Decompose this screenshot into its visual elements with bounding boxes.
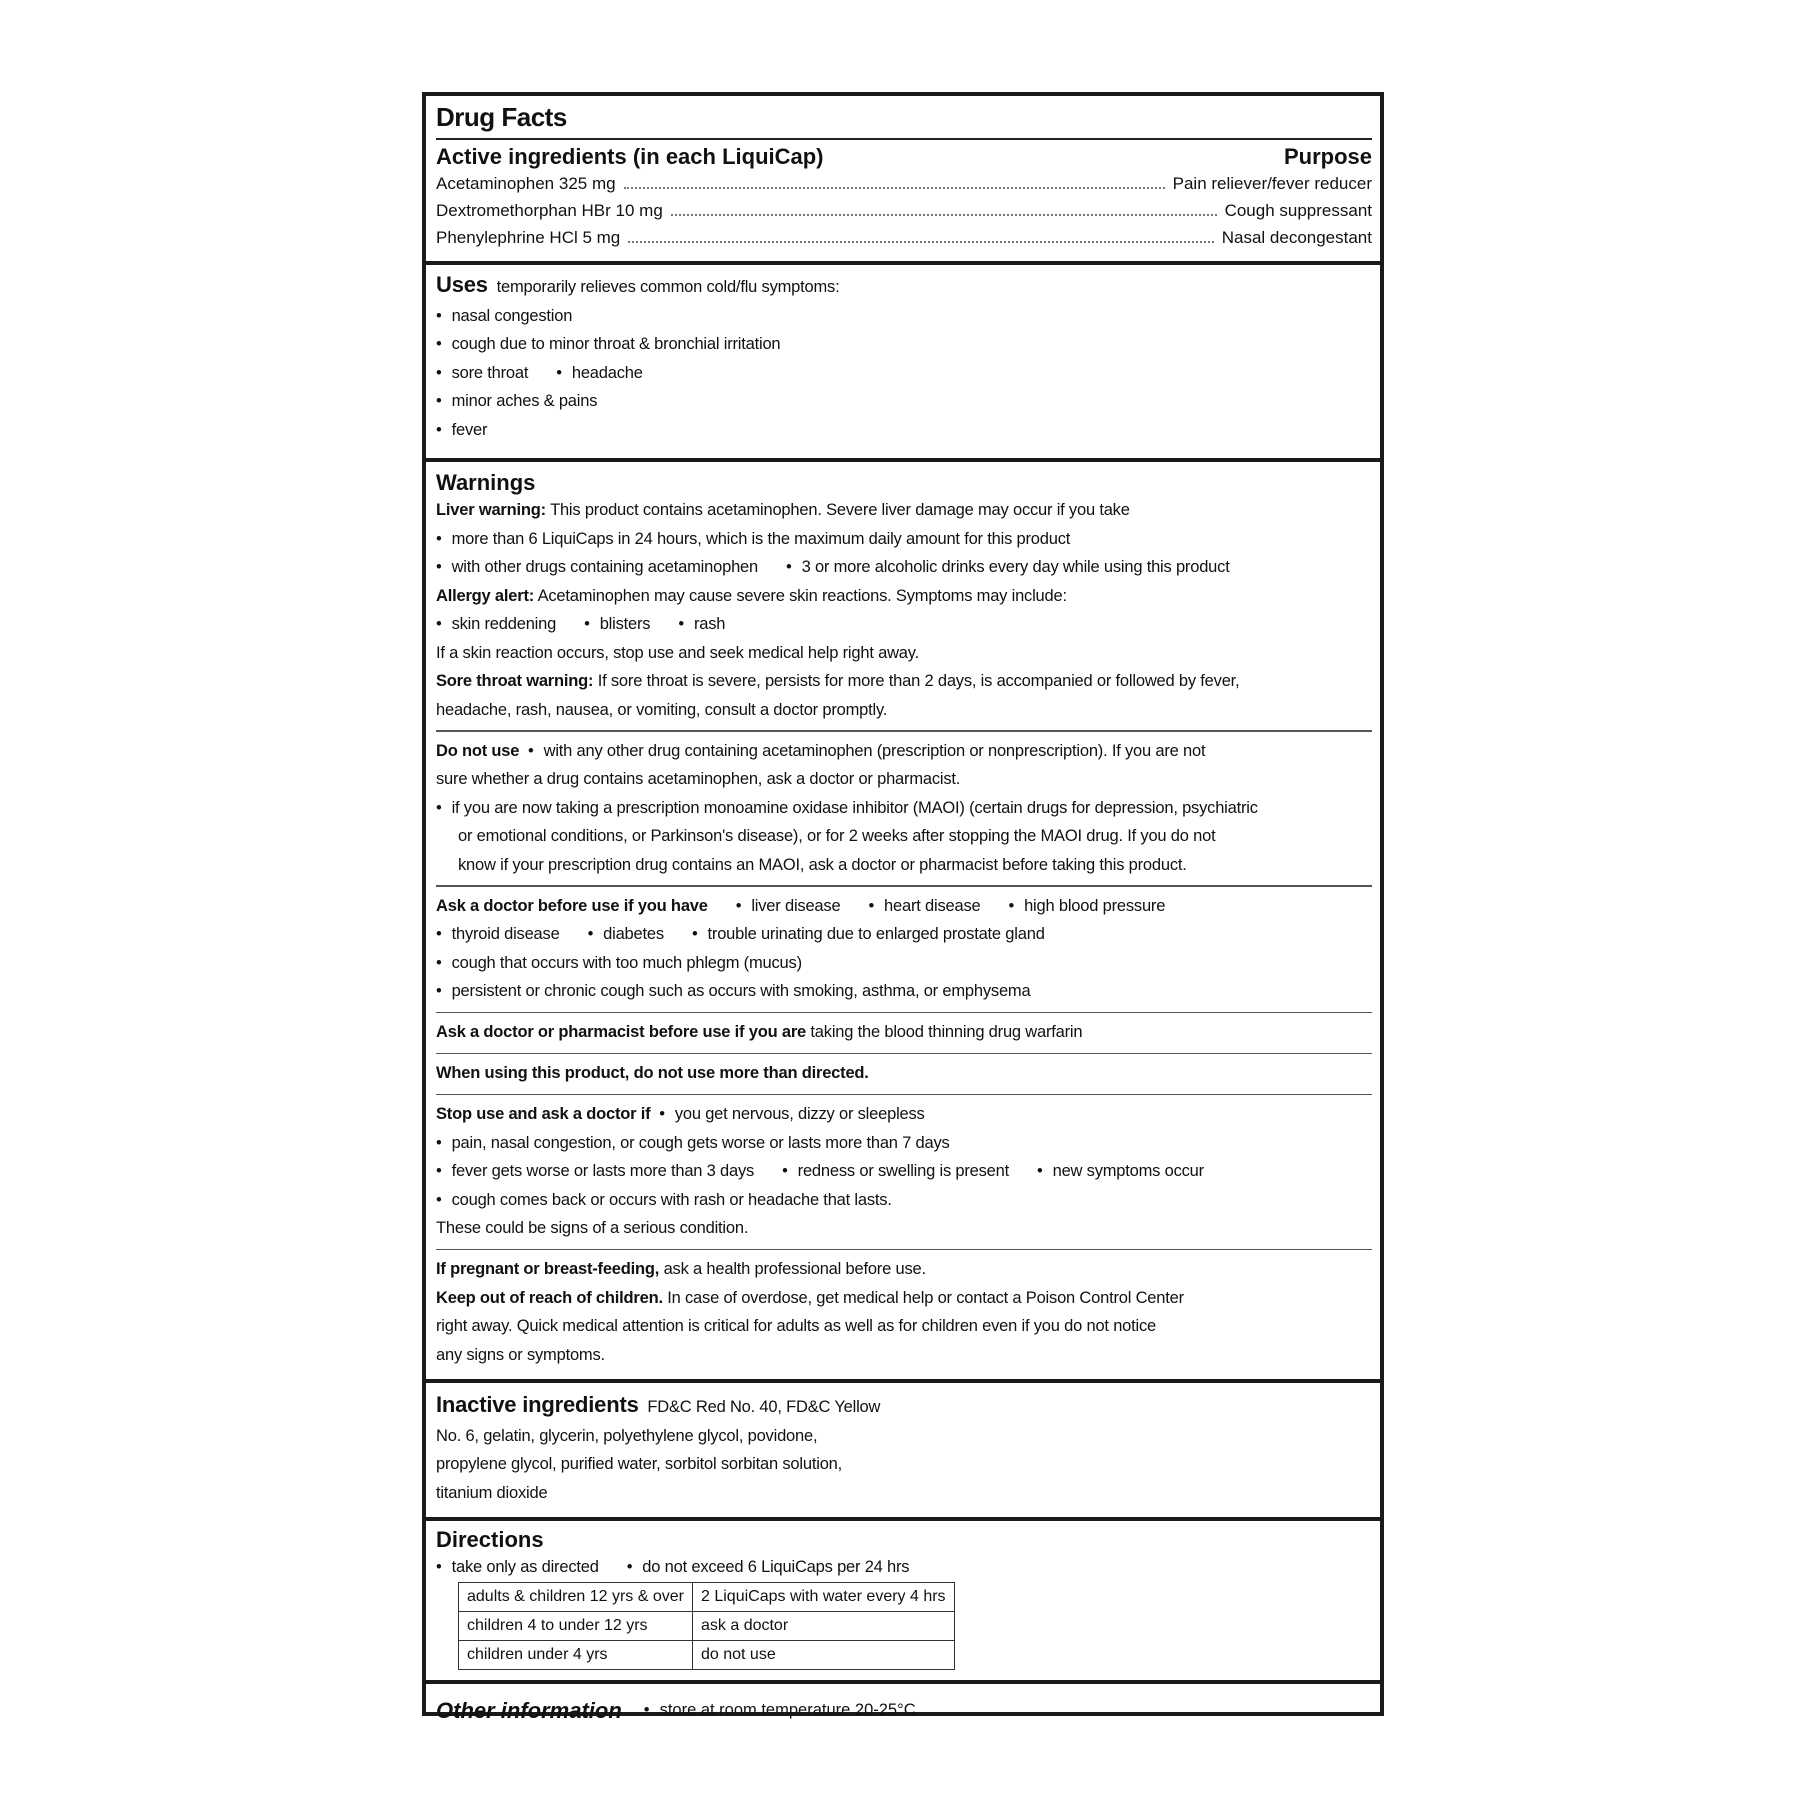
active-ingredients-header [436,144,1372,170]
divider [436,1094,1372,1096]
inactive-text: No. 6, gelatin, glycerin, polyethylene glycol, povidone, [436,1426,818,1445]
ask-doctor-item: • persistent or chronic cough such as occurs with smoking, asthma, or emphysema [436,977,1372,1006]
inactive-ingredients-heading: Inactive ingredients [436,1392,639,1417]
do-not-use-item-cont: or emotional conditions, or Parkinson's disease), or for 2 weeks after stopping the MAOI drug. If you do not [458,827,1216,845]
allergy-item: • blisters [584,615,650,633]
allergy-alert-lead: Allergy alert: [436,586,535,605]
table-cell: children under 4 yrs [459,1640,693,1669]
other-information-text: • store at room temperature 20-25°C [644,1701,916,1720]
keep-out-lead: Keep out of reach of children. [436,1288,663,1307]
sore-throat-text: If sore throat is severe, persists for more than 2 days, is accompanied or followed by fever, [597,672,1240,690]
ingredient-name: Phenylephrine HCl 5 mg [436,228,621,247]
ingredient-purpose: Pain reliever/fever reducer [1172,174,1372,193]
stop-use-item: • you get nervous, dizzy or sleepless [659,1105,924,1123]
active-ingredient-row [436,197,1372,224]
liver-warning-item: • with other drugs containing acetaminophen [436,558,758,576]
uses-item: • minor aches & pains [436,387,1372,416]
uses-intro: temporarily relieves common cold/flu symptoms: [496,278,840,296]
active-ingredients-heading: Active ingredients (in each LiquiCap) [436,144,824,169]
allergy-alert-text: Acetaminophen may cause severe skin reactions. Symptoms may include: [537,586,1067,605]
keep-out-text-cont: right away. Quick medical attention is critical for adults as well as for children even if you do not notice [436,1317,1157,1335]
divider [436,138,1372,140]
liver-warning-lead: Liver warning: [436,501,546,519]
ask-doctor-item: • heart disease [868,897,980,915]
liver-warning-text: This product contains acetaminophen. Severe liver damage may occur if you take [550,501,1130,519]
directions-item: • do not exceed 6 LiquiCaps per 24 hrs [627,1558,910,1576]
directions-heading: Directions [436,1527,544,1552]
divider [436,885,1372,887]
warnings-section [426,462,1380,1383]
keep-out-text-cont: any signs or symptoms. [436,1345,605,1364]
ask-doctor-item: • cough that occurs with too much phlegm (mucus) [436,949,1372,978]
do-not-use-item-cont: know if your prescription drug contains an MAOI, ask a doctor or pharmacist before taking this product. [458,855,1187,874]
uses-item: • sore throat [436,364,528,382]
ask-pharmacist-text: taking the blood thinning drug warfarin [810,1023,1083,1041]
ingredient-purpose: Nasal decongestant [1221,228,1372,247]
ask-doctor-item: • high blood pressure [1008,897,1165,915]
ask-doctor-item: • thyroid disease [436,925,560,943]
stop-use-item: • redness or swelling is present [782,1162,1009,1180]
stop-use-lead: Stop use and ask a doctor if [436,1105,651,1123]
table-row [459,1640,955,1669]
do-not-use-item-cont: sure whether a drug contains acetaminophen, ask a doctor or pharmacist. [436,770,961,788]
pregnancy-lead: If pregnant or breast-feeding, [436,1260,660,1278]
liver-warning-item: • 3 or more alcoholic drinks every day while using this product [786,558,1230,576]
table-cell: ask a doctor [693,1611,955,1640]
stop-use-item: • pain, nasal congestion, or cough gets worse or lasts more than 7 days [436,1129,1372,1158]
active-ingredients-section [426,96,1380,265]
ask-doctor-lead: Ask a doctor before use if you have [436,896,708,915]
warnings-heading: Warnings [436,470,536,495]
other-information-section [426,1684,1380,1734]
ingredient-name: Dextromethorphan HBr 10 mg [436,201,663,220]
do-not-use-lead: Do not use [436,741,520,760]
divider [436,1053,1372,1055]
divider [436,1012,1372,1014]
table-cell: adults & children 12 yrs & over [459,1582,693,1611]
uses-item: • headache [556,364,642,382]
leader-dots [624,187,1165,189]
ask-pharmacist-lead: Ask a doctor or pharmacist before use if you are [436,1023,807,1041]
divider [436,730,1372,732]
dosage-table [458,1582,955,1670]
stop-use-after: These could be signs of a serious condition. [436,1219,749,1237]
allergy-item: • rash [678,615,725,633]
inactive-text: propylene glycol, purified water, sorbitol sorbitan solution, [436,1455,843,1473]
do-not-use-item: • if you are now taking a prescription monoamine oxidase inhibitor (MAOI) (certain drugs for depression, psychiatric [436,794,1372,823]
active-ingredient-row [436,170,1372,197]
table-cell: 2 LiquiCaps with water every 4 hrs [693,1582,955,1611]
leader-dots [628,241,1213,243]
do-not-use-item: • with any other drug containing acetaminophen (prescription or nonprescription). If you are not [528,742,1205,760]
allergy-after-text: If a skin reaction occurs, stop use and seek medical help right away. [436,643,919,662]
divider [436,1249,1372,1251]
table-row [459,1611,955,1640]
ask-doctor-item: • trouble urinating due to enlarged prostate gland [692,925,1045,943]
drug-facts-label [422,92,1384,1723]
stop-use-item: • new symptoms occur [1037,1162,1204,1180]
uses-section [426,265,1380,462]
directions-item: • take only as directed [436,1558,599,1576]
pregnancy-text: ask a health professional before use. [663,1260,926,1278]
table-cell: do not use [693,1640,955,1669]
uses-item: • nasal congestion [436,302,1372,331]
uses-item: • fever [436,416,1372,445]
leader-dots [671,214,1217,216]
sore-throat-text-cont: headache, rash, nausea, or vomiting, consult a doctor promptly. [436,700,888,719]
uses-item: • cough due to minor throat & bronchial irritation [436,330,1372,359]
table-cell: children 4 to under 12 yrs [459,1611,693,1640]
inactive-text: titanium dioxide [436,1483,548,1502]
ingredient-purpose: Cough suppressant [1224,201,1372,220]
keep-out-text: In case of overdose, get medical help or contact a Poison Control Center [667,1288,1184,1307]
drug-facts-title: Drug Facts [436,102,567,132]
liver-warning-item: • more than 6 LiquiCaps in 24 hours, which is the maximum daily amount for this product [436,525,1372,554]
other-information-heading: Other information [436,1697,622,1723]
uses-heading: Uses [436,272,488,297]
stop-use-item: • cough comes back or occurs with rash or headache that lasts. [436,1186,1372,1215]
ingredient-name: Acetaminophen 325 mg [436,174,616,193]
sore-throat-lead: Sore throat warning: [436,672,594,690]
when-using-lead: When using this product, do not use more than directed. [436,1064,869,1082]
stop-use-item: • fever gets worse or lasts more than 3 days [436,1162,754,1180]
ask-doctor-item: • diabetes [588,925,664,943]
inactive-ingredients-section [426,1383,1380,1521]
purpose-heading: Purpose [1283,144,1372,169]
ask-doctor-item: • liver disease [736,897,841,915]
inactive-text: FD&C Red No. 40, FD&C Yellow [647,1398,881,1416]
table-row [459,1582,955,1611]
active-ingredient-row [436,224,1372,251]
allergy-item: • skin reddening [436,615,556,633]
directions-section [426,1521,1380,1684]
